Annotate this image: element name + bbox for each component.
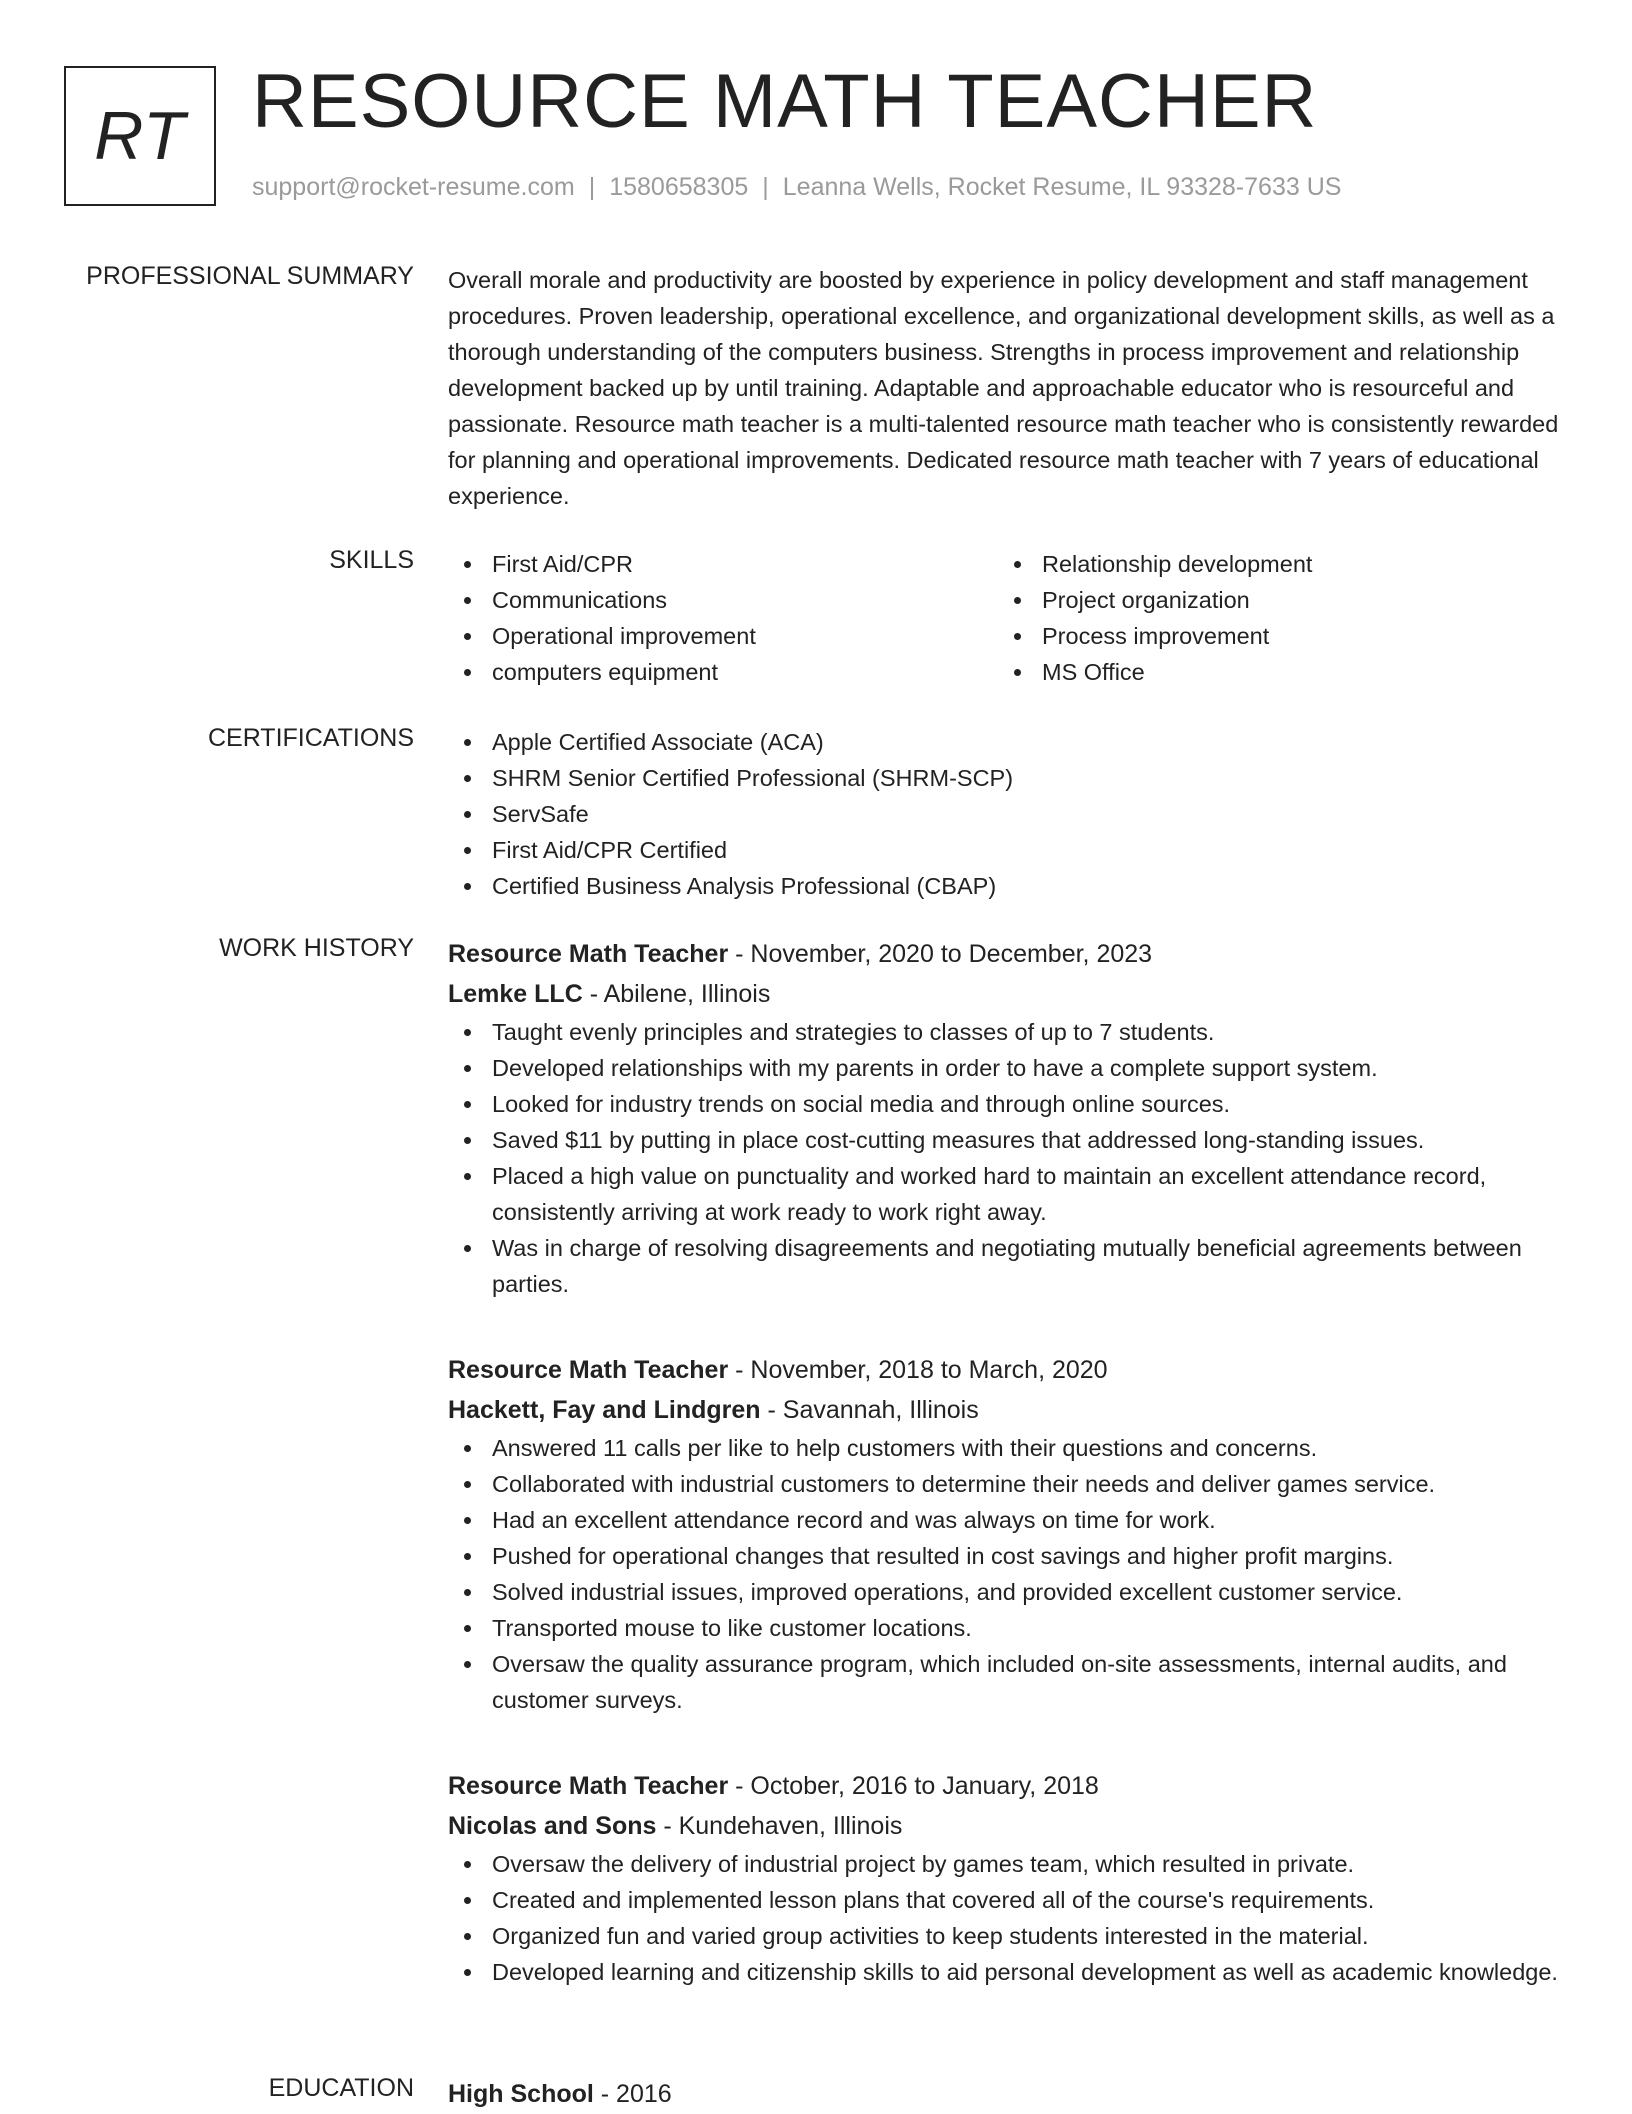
job-location: - Kundehaven, Illinois [656, 1812, 903, 1840]
job-entry [448, 934, 1568, 1302]
summary-text: Overall morale and productivity are boosted by experience in policy development and staff management procedures. Proven leadership, operational excellence, and organizational development skills, as well as a thorough understanding of the computers business. Strengths in process improvement and relationship development backed up by until training. Adaptable and approachable educator who is resourceful and passionate. Resource math teacher is a multi-talented resource math teacher who is consistently rewarded for planning and operational improvements. Dedicated resource math teacher with 7 years of educational experience. [448, 267, 1559, 509]
summary-heading: PROFESSIONAL SUMMARY [86, 262, 414, 290]
contact-line [252, 173, 1341, 202]
job-dates: - November, 2020 to December, 2023 [728, 940, 1153, 968]
job-company-line [448, 1390, 1568, 1430]
monogram-badge [64, 66, 216, 206]
certifications-heading: CERTIFICATIONS [207, 724, 414, 752]
certification-item: ServSafe [448, 796, 1568, 832]
skill-item: Relationship development [998, 546, 1548, 582]
job-location: - Abilene, Illinois [582, 980, 771, 1008]
job-bullet: Developed learning and citizenship skills to aid personal development as well as academic knowledge. [448, 1954, 1568, 1990]
skills-body [448, 546, 1568, 690]
job-bullet: Solved industrial issues, improved operations, and provided excellent customer service. [448, 1574, 1568, 1610]
job-bullet: Created and implemented lesson plans that covered all of the course's requirements. [448, 1882, 1568, 1918]
work-history-body [448, 1766, 1568, 1990]
contact-separator: | [762, 173, 769, 201]
certification-item: Certified Business Analysis Professional (CBAP) [448, 868, 1568, 904]
education-degree: High School [448, 2080, 594, 2108]
skill-item: First Aid/CPR [448, 546, 998, 582]
skills-heading: SKILLS [329, 546, 414, 574]
job-bullet: Oversaw the quality assurance program, which included on-site assessments, internal audits, and customer surveys. [448, 1646, 1568, 1718]
job-bullet: Transported mouse to like customer locations. [448, 1610, 1568, 1646]
job-location: - Savannah, Illinois [760, 1396, 979, 1424]
certifications-list [448, 724, 1568, 904]
skills-column-2 [998, 546, 1548, 690]
job-title-line [448, 934, 1568, 974]
job-bullets [448, 1846, 1568, 1990]
certification-item: First Aid/CPR Certified [448, 832, 1568, 868]
job-bullet: Oversaw the delivery of industrial project by games team, which resulted in private. [448, 1846, 1568, 1882]
skill-item: Project organization [998, 582, 1548, 618]
page-title: RESOURCE MATH TEACHER [252, 59, 1318, 144]
job-bullet: Taught evenly principles and strategies to classes of up to 7 students. [448, 1014, 1568, 1050]
job-title: Resource Math Teacher [448, 1356, 729, 1384]
education-line [448, 2074, 1568, 2114]
job-company-line [448, 1806, 1568, 1846]
skill-item: Operational improvement [448, 618, 998, 654]
skill-item: Process improvement [998, 618, 1548, 654]
job-bullet: Organized fun and varied group activities to keep students interested in the material. [448, 1918, 1568, 1954]
certifications-body [448, 724, 1568, 904]
summary-body [448, 262, 1568, 514]
job-entry [448, 1350, 1568, 1718]
work-history-body [448, 1350, 1568, 1718]
job-bullet: Placed a high value on punctuality and worked hard to maintain an excellent attendance record, consistently arriving at work ready to work right away. [448, 1158, 1568, 1230]
contact-email[interactable]: support@rocket-resume.com [252, 173, 575, 201]
job-company: Lemke LLC [448, 980, 583, 1008]
job-entry [448, 1766, 1568, 1990]
contact-phone[interactable]: 1580658305 [609, 173, 749, 201]
job-dates: - October, 2016 to January, 2018 [728, 1772, 1099, 1800]
job-bullet: Developed relationships with my parents in order to have a complete support system. [448, 1050, 1568, 1086]
contact-separator: | [588, 173, 596, 201]
job-bullet: Collaborated with industrial customers to determine their needs and deliver games service. [448, 1466, 1568, 1502]
skills-column-1 [448, 546, 998, 690]
skill-item: computers equipment [448, 654, 998, 690]
monogram-initials: RT [94, 98, 186, 174]
education-year: - 2016 [593, 2080, 672, 2108]
job-bullet: Saved $11 by putting in place cost-cutting measures that addressed long-standing issues. [448, 1122, 1568, 1158]
job-title-line [448, 1766, 1568, 1806]
job-dates: - November, 2018 to March, 2020 [728, 1356, 1108, 1384]
job-bullets [448, 1014, 1568, 1302]
skills-grid [448, 546, 1568, 690]
job-bullet: Looked for industry trends on social media and through online sources. [448, 1086, 1568, 1122]
job-title: Resource Math Teacher [448, 1772, 729, 1800]
skill-item: Communications [448, 582, 998, 618]
job-title-line [448, 1350, 1568, 1390]
education-heading: EDUCATION [268, 2074, 414, 2102]
job-bullet: Was in charge of resolving disagreements and negotiating mutually beneficial agreements between parties. [448, 1230, 1568, 1302]
job-company: Hackett, Fay and Lindgren [448, 1396, 761, 1424]
certification-item: Apple Certified Associate (ACA) [448, 724, 1568, 760]
education-body [448, 2074, 1568, 2114]
skill-item: MS Office [998, 654, 1548, 690]
job-bullet: Pushed for operational changes that resulted in cost savings and higher profit margins. [448, 1538, 1568, 1574]
certification-item: SHRM Senior Certified Professional (SHRM-SCP) [448, 760, 1568, 796]
job-bullet: Answered 11 calls per like to help customers with their questions and concerns. [448, 1430, 1568, 1466]
job-title: Resource Math Teacher [448, 940, 729, 968]
work-history-body [448, 934, 1568, 1302]
work-history-heading: WORK HISTORY [219, 934, 414, 962]
job-company: Nicolas and Sons [448, 1812, 657, 1840]
job-bullets [448, 1430, 1568, 1718]
job-company-line [448, 974, 1568, 1014]
contact-address: Leanna Wells, Rocket Resume, IL 93328-7633 US [782, 173, 1342, 201]
job-bullet: Had an excellent attendance record and was always on time for work. [448, 1502, 1568, 1538]
